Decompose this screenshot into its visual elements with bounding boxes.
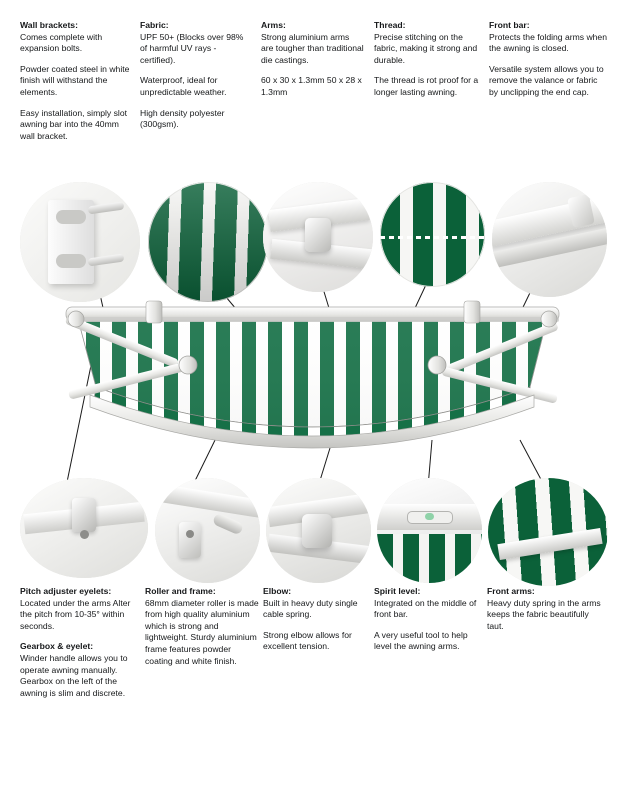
feature-heading: Front arms: xyxy=(487,586,535,596)
wall-bracket-right xyxy=(464,301,480,323)
feature-block-spirit-level xyxy=(374,586,478,653)
feature-block-elbow xyxy=(263,586,367,653)
feature-heading: Arms: xyxy=(261,20,286,30)
feature-paragraph: Waterproof, ideal for unpredictable weather. xyxy=(140,75,227,97)
feature-heading: Roller and frame: xyxy=(145,586,216,596)
photo-thread xyxy=(380,182,485,287)
feature-block-arms xyxy=(261,20,364,99)
feature-paragraph: Strong elbow allows for excellent tension. xyxy=(263,629,352,652)
pitch-adjuster-block xyxy=(179,522,201,558)
photo-fabric xyxy=(148,182,268,302)
feature-heading: Elbow: xyxy=(263,586,292,596)
gearbox-body xyxy=(72,498,96,532)
photo-gearbox xyxy=(20,478,148,578)
feature-paragraph: Powder coated steel in white finish will withstand the elements. xyxy=(20,63,130,97)
feature-paragraph: The thread is rot proof for a longer lasting awning. xyxy=(374,75,479,97)
feature-heading: Gearbox & eyelet: xyxy=(20,641,94,652)
feature-block-front-arms xyxy=(487,586,607,632)
awning-svg xyxy=(60,295,565,475)
feature-heading: Thread: xyxy=(374,20,406,30)
feature-paragraph: UPF 50+ (Blocks over 98% of harmful UV rays - certified). xyxy=(140,31,244,65)
roller-bar xyxy=(66,307,559,322)
bracket-slot-bottom xyxy=(56,254,86,268)
feature-heading: Wall brackets: xyxy=(20,20,78,30)
feature-paragraph: Heavy duty spring in the arms keeps the fabric beautifully taut. xyxy=(487,597,601,631)
photo-front-bar xyxy=(492,182,607,297)
left-elbow-joint xyxy=(179,356,197,374)
feature-paragraph: Precise stitching on the fabric, making it strong and durable. xyxy=(374,31,478,65)
feature-heading: Front bar: xyxy=(489,20,530,30)
elbow-joint-block xyxy=(302,514,332,548)
feature-paragraph: 60 x 30 x 1.3mm 50 x 28 x 1.3mm xyxy=(261,75,362,97)
feature-paragraph: Built in heavy duty single cable spring. xyxy=(263,597,358,620)
feature-paragraph: Versatile system allows you to remove the valance or fabric by unclipping the end cap. xyxy=(489,63,604,97)
wall-bracket-left xyxy=(146,301,162,323)
left-shoulder-joint xyxy=(68,311,84,327)
feature-paragraph: Protects the folding arms when the awning is closed. xyxy=(489,31,607,54)
stitch-line xyxy=(380,236,485,239)
feature-paragraph: High density polyester (300gsm). xyxy=(140,107,225,130)
winder-eyelet xyxy=(80,530,89,539)
spirit-level-bubble xyxy=(425,513,434,520)
photo-front-arms xyxy=(488,478,608,586)
feature-paragraph: Located under the arms Alter the pitch from 10-35° within seconds. xyxy=(20,597,131,631)
right-elbow-joint xyxy=(428,356,446,374)
pitch-eyelet xyxy=(186,530,194,538)
fabric-shading xyxy=(148,182,268,302)
feature-block-front-bar xyxy=(489,20,607,99)
feature-block-roller-and-frame xyxy=(145,586,259,667)
fabric-below-bar xyxy=(377,534,482,583)
feature-paragraph: 68mm diameter roller is made from high quality aluminium which is strong and lightweight. Sturdy aluminium frame features powder coating and white finish. xyxy=(145,597,259,666)
feature-paragraph: Strong aluminium arms are tougher than traditional die castings. xyxy=(261,31,364,65)
photo-spirit-level xyxy=(377,478,482,583)
photo-pitch-adjuster xyxy=(155,478,260,583)
feature-paragraph: Easy installation, simply slot awning bar into the 40mm wall bracket. xyxy=(20,107,127,141)
feature-paragraph: A very useful tool to help level the awning arms. xyxy=(374,629,468,652)
feature-paragraph: Comes complete with expansion bolts. xyxy=(20,31,103,54)
arm-joint xyxy=(305,218,331,252)
bracket-slot-top xyxy=(56,210,86,224)
feature-heading: Pitch adjuster eyelets: xyxy=(20,586,112,596)
feature-block-thread xyxy=(374,20,479,99)
right-shoulder-joint xyxy=(541,311,557,327)
photo-wall-bracket xyxy=(20,182,140,302)
feature-paragraph: Integrated on the middle of front bar. xyxy=(374,597,477,620)
feature-heading: Spirit level: xyxy=(374,586,421,596)
feature-heading: Fabric: xyxy=(140,20,169,30)
photo-arms xyxy=(263,182,373,292)
feature-paragraph: Winder handle allows you to operate awning manually. Gearbox on the left of the awning is slim and discrete. xyxy=(20,652,128,698)
awning-illustration xyxy=(60,295,565,475)
feature-block-fabric xyxy=(140,20,252,131)
photo-elbow xyxy=(266,478,371,583)
feature-block-wall-brackets xyxy=(20,20,132,142)
feature-block-pitch-adjuster xyxy=(20,586,138,699)
